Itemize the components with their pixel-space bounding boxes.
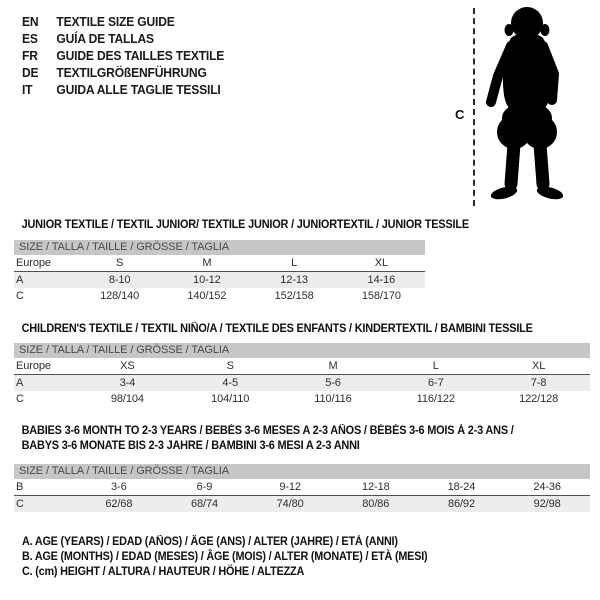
age-cell: 8-10 xyxy=(76,272,163,289)
size-header-bar: SIZE / TALLA / TAILLE / GRÖSSE / TAGLIA xyxy=(14,240,425,255)
row-label: A xyxy=(14,272,76,289)
footnote-b: B. AGE (MONTHS) / EDAD (MESES) / ÂGE (MOIS) / ALTER (MONATE) / ETÀ (MESI) xyxy=(22,551,428,563)
height-cell: 80/86 xyxy=(333,496,419,513)
section-title-babies-line1: BABIES 3-6 MONTH TO 2-3 YEARS / BEBÉS 3-6 MESES A 2-3 AÑOS / BÉBÉS 3-6 MOIS À 2-3 ANS / xyxy=(21,425,514,437)
size-cell: S xyxy=(179,358,282,375)
section-title-childrens: CHILDREN'S TEXTILE / TEXTIL NIÑO/A / TEXTILE DES ENFANTS / KINDERTEXTIL / BAMBINI TESSILE xyxy=(21,323,533,335)
language-row-it xyxy=(22,81,224,98)
age-cell: 6-7 xyxy=(384,375,487,392)
height-cell: 104/110 xyxy=(211,393,250,405)
table-row-age xyxy=(14,272,425,289)
spacer xyxy=(14,454,590,464)
section-childrens-textile xyxy=(14,322,590,407)
row-label: C xyxy=(14,496,76,513)
spacer xyxy=(14,233,425,240)
table-row-height xyxy=(14,288,425,304)
height-cell: 62/68 xyxy=(76,496,162,513)
age-cell: 9-12 xyxy=(247,479,333,496)
language-row-es xyxy=(22,30,224,47)
table-row-age xyxy=(14,375,590,392)
junior-size-table xyxy=(14,255,425,304)
table-row-europe xyxy=(14,358,590,375)
size-cell: S xyxy=(76,255,163,272)
height-marker-label: C xyxy=(455,107,465,122)
age-cell: 3-4 xyxy=(76,375,179,392)
age-cell: 10-12 xyxy=(163,272,250,289)
table-row-europe xyxy=(14,255,425,272)
row-label: A xyxy=(14,375,76,392)
section-babies-textile xyxy=(14,424,590,512)
height-cell: 110/116 xyxy=(314,393,352,405)
height-cell: 140/152 xyxy=(187,290,227,302)
baby-silhouette-icon xyxy=(478,6,578,208)
size-cell: L xyxy=(384,358,487,375)
footnote-a: A. AGE (YEARS) / EDAD (AÑOS) / ÂGE (ANS) / ALTER (JAHRE) / ETÀ (ANNI) xyxy=(22,536,398,548)
table-row-height xyxy=(14,391,590,407)
row-label: Europe xyxy=(14,255,76,272)
age-cell: 4-5 xyxy=(179,375,282,392)
guide-title-it: GUIDA ALLE TAGLIE TESSILI xyxy=(56,82,221,97)
height-cell: 158/170 xyxy=(361,290,401,302)
table-row-age-months xyxy=(14,479,590,496)
age-cell: 5-6 xyxy=(282,375,385,392)
row-label: Europe xyxy=(14,358,76,375)
size-cell: M xyxy=(282,358,385,375)
age-cell: 6-9 xyxy=(162,479,248,496)
row-label: C xyxy=(16,393,24,405)
age-cell: 12-18 xyxy=(333,479,419,496)
age-cell: 18-24 xyxy=(419,479,505,496)
height-cell: 122/128 xyxy=(519,393,559,405)
language-code: EN xyxy=(22,14,39,29)
guide-title-de: TEXTILGRÖßENFÜHRUNG xyxy=(56,65,207,80)
childrens-size-table xyxy=(14,358,590,407)
size-cell: L xyxy=(251,255,338,272)
height-cell: 68/74 xyxy=(162,496,248,513)
size-cell: M xyxy=(163,255,250,272)
size-header-bar: SIZE / TALLA / TAILLE / GRÖSSE / TAGLIA xyxy=(14,464,590,479)
footnotes-block xyxy=(22,535,427,580)
age-cell: 12-13 xyxy=(251,272,338,289)
section-junior-textile xyxy=(14,218,469,304)
height-cell: 92/98 xyxy=(504,496,590,513)
guide-title-en: TEXTILE SIZE GUIDE xyxy=(56,14,175,29)
section-title-babies-line2: BABYS 3-6 MONATE BIS 2-3 JAHRE / BAMBINI 3-6 MESI A 2-3 ANNI xyxy=(21,440,360,452)
height-measure-dashed-line xyxy=(473,8,475,206)
table-row-height xyxy=(14,496,590,513)
height-cell: 152/158 xyxy=(274,290,314,302)
height-cell: 74/80 xyxy=(247,496,333,513)
language-code: FR xyxy=(22,48,38,63)
babies-size-table xyxy=(14,479,590,512)
footnote-c: C. (cm) HEIGHT / ALTURA / HAUTEUR / HÖHE / ALTEZZA xyxy=(22,566,305,578)
age-cell: 14-16 xyxy=(338,272,425,289)
language-code: DE xyxy=(22,65,39,80)
row-label: C xyxy=(16,290,24,302)
age-cell: 24-36 xyxy=(504,479,590,496)
language-row-fr xyxy=(22,47,224,64)
size-header-bar: SIZE / TALLA / TAILLE / GRÖSSE / TAGLIA xyxy=(14,343,590,358)
language-code: IT xyxy=(22,82,33,97)
size-cell: XL xyxy=(487,358,590,375)
size-cell: XL xyxy=(338,255,425,272)
language-title-block xyxy=(22,13,224,98)
height-cell: 98/104 xyxy=(110,393,144,405)
size-cell: XS xyxy=(76,358,179,375)
height-cell: 116/122 xyxy=(416,393,455,405)
age-cell: 3-6 xyxy=(76,479,162,496)
height-cell: 86/92 xyxy=(419,496,505,513)
height-cell: 128/140 xyxy=(100,290,140,302)
language-row-en xyxy=(22,13,224,30)
age-cell: 7-8 xyxy=(487,375,590,392)
language-code: ES xyxy=(22,31,38,46)
guide-title-fr: GUIDE DES TAILLES TEXTILE xyxy=(56,48,225,63)
language-row-de xyxy=(22,64,224,81)
row-label: B xyxy=(14,479,76,496)
section-title-junior: JUNIOR TEXTILE / TEXTIL JUNIOR/ TEXTILE JUNIOR / JUNIORTEXTIL / JUNIOR TESSILE xyxy=(21,219,469,231)
guide-title-es: GUÍA DE TALLAS xyxy=(56,31,154,46)
